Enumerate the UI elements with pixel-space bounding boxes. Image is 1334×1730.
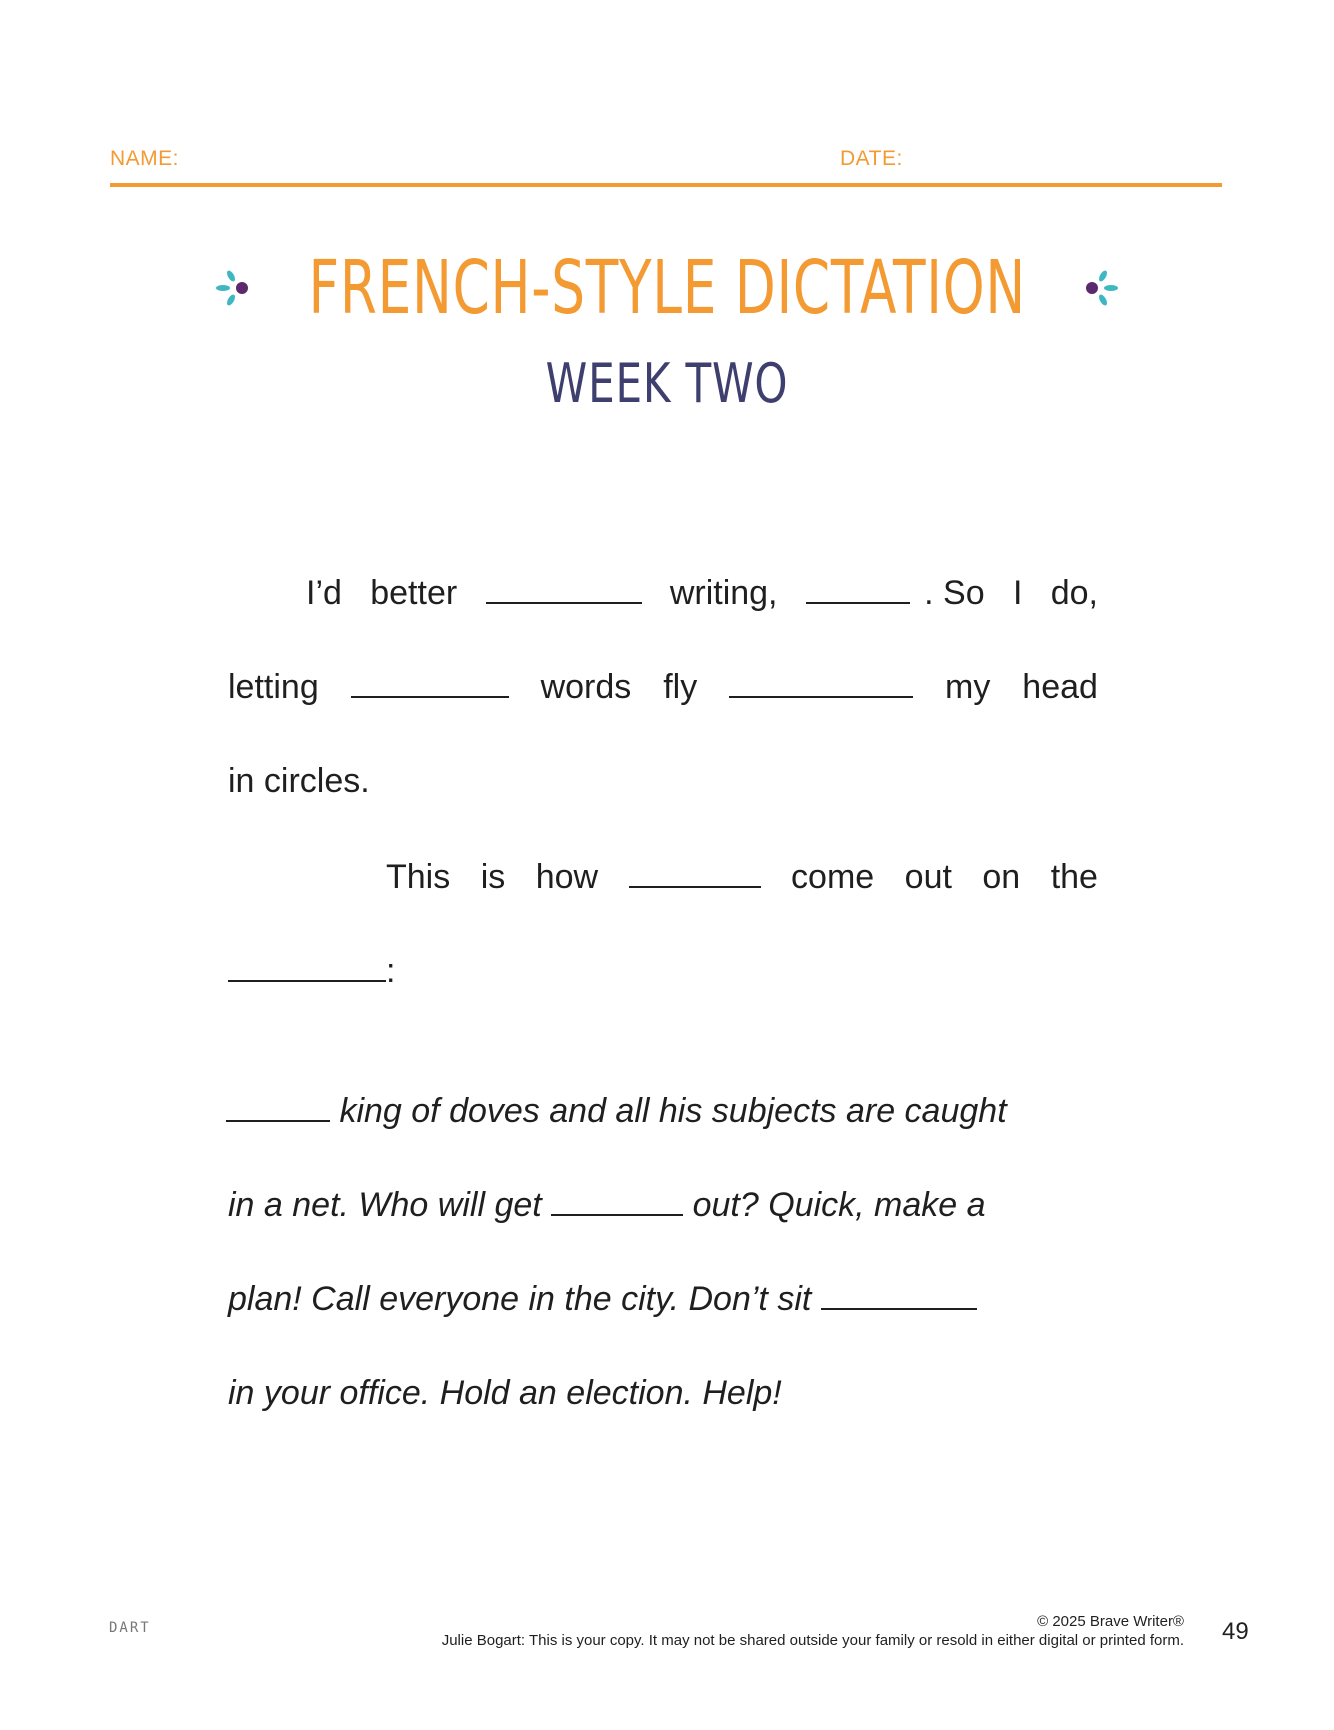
fill-in-blank [551,1188,683,1216]
license-notice: Julie Bogart: This is your copy. It may not be shared outside your family or resold in either digital or printed form. [441,1632,1184,1649]
page-title: FRENCH-STYLE DICTATION [308,245,1026,331]
word: how [535,858,599,896]
word: . So [924,574,985,612]
word: I’d [306,574,342,612]
fill-in-blank [629,860,761,888]
text-line [386,858,1098,897]
text-segment: king of doves and all his subjects are caught [339,1092,1007,1130]
page-subtitle: WEEK TWO [545,352,789,415]
word: better [370,574,458,612]
word: letting [228,668,319,706]
fill-in-blank [486,576,642,604]
word: I [1012,574,1023,612]
text-line: in your office. Hold an election. Help! [228,1374,782,1412]
word: on [982,858,1021,896]
fill-in-blank [351,670,509,698]
word: head [1022,668,1098,706]
fill-in-blank [821,1282,977,1310]
text-line: in circles. [228,762,370,800]
fill-in-blank [806,576,910,604]
flourish-icon [1077,264,1125,312]
name-label: NAME: [110,147,180,170]
fill-in-blank [729,670,913,698]
word: writing, [669,574,778,612]
text-line [306,574,1098,613]
word: fly [663,668,698,706]
page-number: 49 [1222,1618,1249,1645]
punctuation: : [386,952,396,990]
word: is [480,858,506,896]
text-line [228,1186,1098,1225]
title-row [0,238,1334,338]
footer-mark: DART [109,1620,151,1636]
fill-in-blank [228,954,386,982]
footer-copyright-block [442,1612,1184,1650]
flourish-icon [209,264,257,312]
word: my [945,668,991,706]
word: the [1050,858,1098,896]
text-line [226,1092,1096,1131]
text-segment: in a net. Who will get [228,1186,542,1224]
word: out [904,858,952,896]
word: come [791,858,875,896]
text-segment: out? Quick, make a [692,1186,986,1224]
text-line [228,1280,1098,1319]
text-line [228,668,1098,707]
name-date-header [110,143,1222,187]
word: This [386,858,451,896]
date-label: DATE: [840,147,903,170]
text-line [228,952,1098,991]
fill-in-blank [226,1094,330,1122]
text-segment: plan! Call everyone in the city. Don’t sit [228,1280,812,1318]
word: words [540,668,632,706]
word: do, [1050,574,1098,612]
copyright-text: © 2025 Brave Writer® [1037,1613,1184,1630]
